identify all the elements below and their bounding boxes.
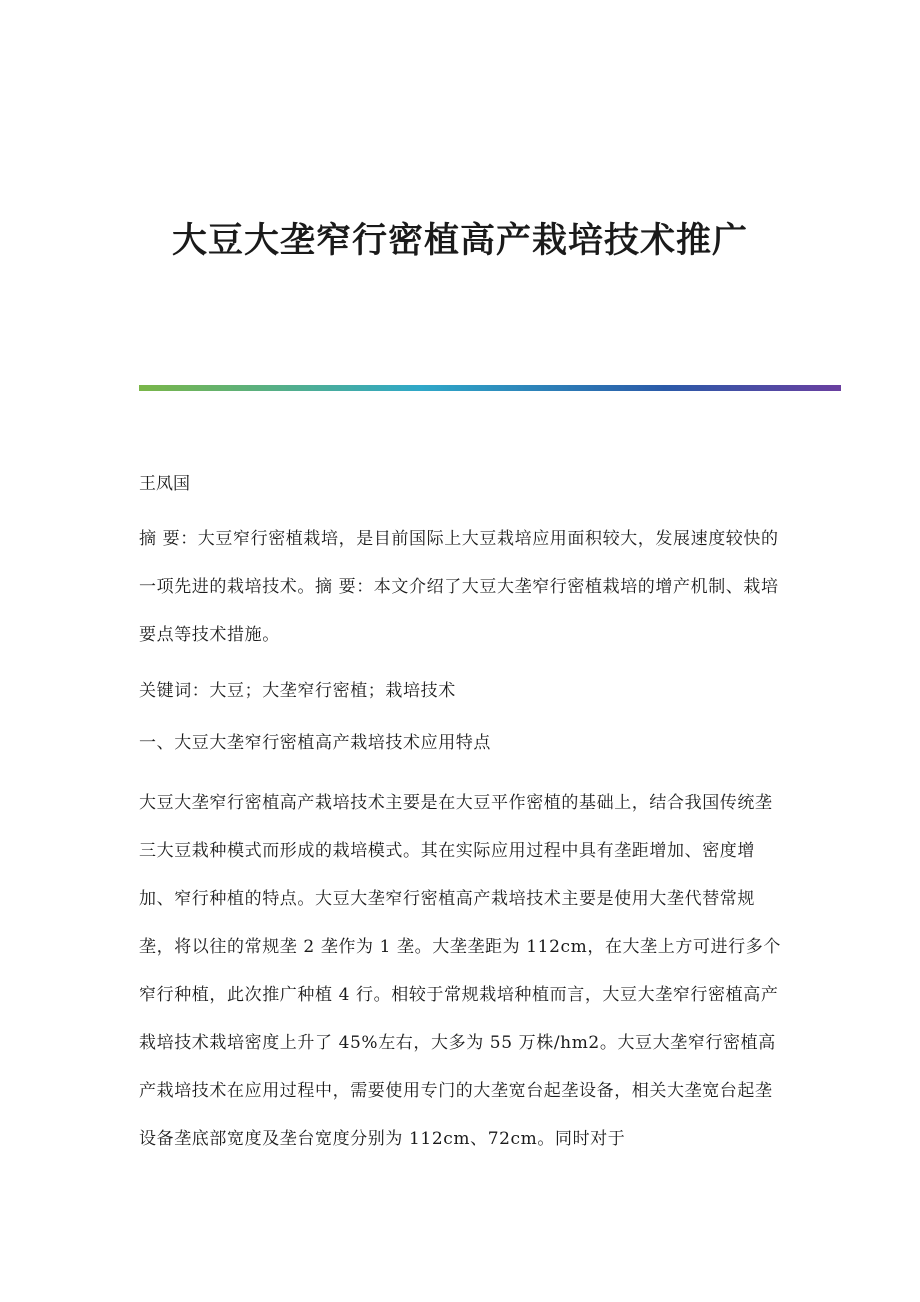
title-divider [139,385,841,391]
abstract-paragraph: 摘 要：大豆窄行密植栽培，是目前国际上大豆栽培应用面积较大，发展速度较快的一项先进的栽培技术。摘 要：本文介绍了大豆大垄窄行密植栽培的增产机制、栽培要点等技术措施。 [139,529,779,645]
author-name: 王凤国 [139,474,190,494]
keywords-line: 关键词：大豆；大垄窄行密植；栽培技术 [139,681,456,701]
document-title: 大豆大垄窄行密植高产栽培技术推广 [171,220,748,261]
body-paragraph: 大豆大垄窄行密植高产栽培技术主要是在大豆平作密植的基础上，结合我国传统垄三大豆栽种模式而形成的栽培模式。其在实际应用过程中具有垄距增加、密度增加、窄行种植的特点。大豆大垄窄行密植高产栽培技术主要是使用大垄代替常规垄，将以往的常规垄 2 垄作为 1 垄。大垄垄距为 112cm，在大垄上方可进行多个窄行种植，此次推广种植 4 行。相较于常规栽培种植而言，大豆大垄窄行密植高产栽培技术栽培密度上升了 45%左右，大多为 55 万株/hm2。大豆大垄窄行密植高产栽培技术在应用过程中，需要使用专门的大垄宽台起垄设备，相关大垄宽台起垄设备垄底部宽度及垄台宽度分别为 112cm、72cm。同时对于 [139,793,781,1149]
section-heading: 一、大豆大垄窄行密植高产栽培技术应用特点 [139,733,491,753]
